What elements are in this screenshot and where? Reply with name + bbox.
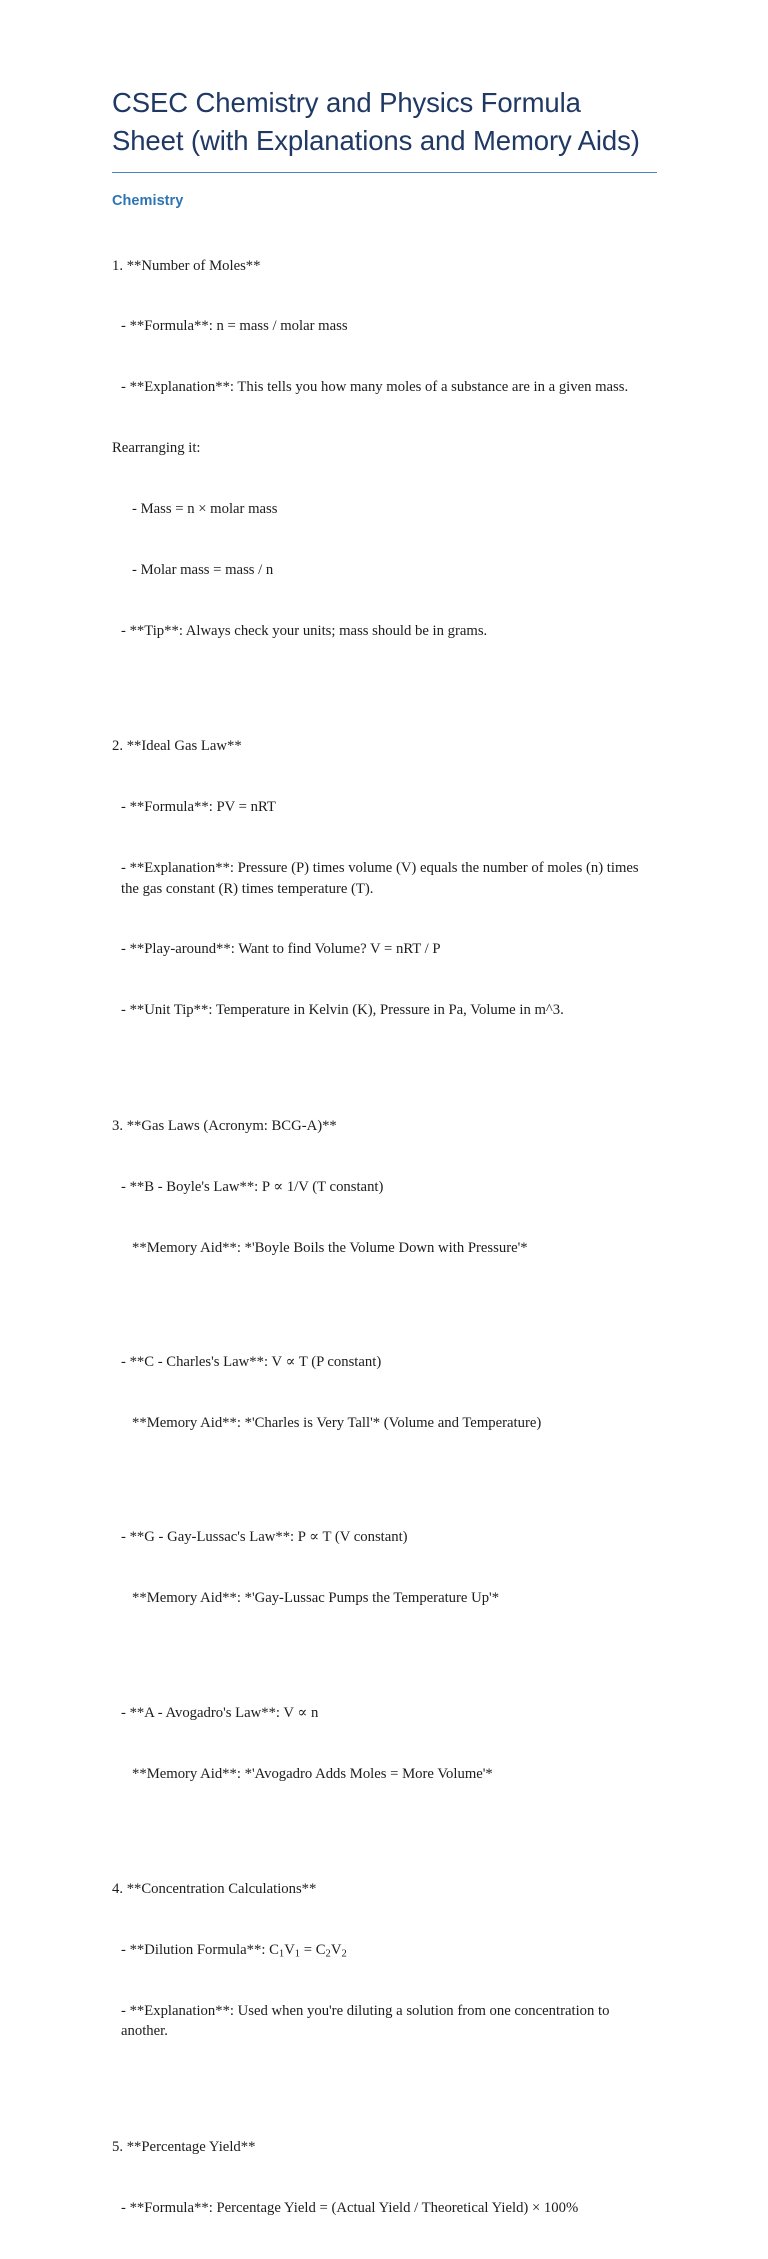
dilution-sub-3: 2 <box>325 1948 331 1960</box>
moles-formula: - **Formula**: n = mass / molar mass <box>121 318 348 335</box>
boyles-law: - **B - Boyle's Law**: P ∝ 1/V (T constant) <box>121 1178 384 1195</box>
gas-laws-title: 3. **Gas Laws (Acronym: BCG-A)** <box>112 1117 337 1134</box>
charles-law-memory-aid: **Memory Aid**: *'Charles is Very Tall'* (Volume and Temperature) <box>132 1414 542 1431</box>
page-title: CSEC Chemistry and Physics Formula Sheet (with Explanations and Memory Aids) <box>112 87 640 156</box>
ideal-gas-law-explanation: - **Explanation**: Pressure (P) times volume (V) equals the number of moles (n) times the gas constant (R) times temperature (T). <box>121 860 643 897</box>
moles-rearranging-label: Rearranging it: <box>112 440 201 457</box>
dilution-sub-4: 2 <box>341 1948 347 1960</box>
dilution-sub-1: 1 <box>278 1948 285 1960</box>
percentage-yield-title: 5. **Percentage Yield** <box>112 2138 256 2155</box>
gay-lussac-law: - **G - Gay-Lussac's Law**: P ∝ T (V constant) <box>121 1529 408 1546</box>
dilution-sub-2: 1 <box>294 1948 301 1960</box>
percentage-yield-formula: - **Formula**: Percentage Yield = (Actual Yield / Theoretical Yield) × 100% <box>121 2199 579 2216</box>
ideal-gas-law-formula: - **Formula**: PV = nRT <box>121 799 276 816</box>
list-item <box>112 1474 657 1649</box>
boyles-law-memory-aid: **Memory Aid**: *'Boyle Boils the Volume Down with Pressure'* <box>132 1239 528 1256</box>
moles-explanation: - **Explanation**: This tells you how many moles of a substance are in a given mass. <box>121 379 629 396</box>
ideal-gas-law-unit-tip: - **Unit Tip**: Temperature in Kelvin (K), Pressure in Pa, Volume in m^3. <box>121 1002 564 1019</box>
dilution-equals: = C <box>300 1942 326 1959</box>
dilution-v2: V <box>330 1942 342 1959</box>
list-item <box>112 1649 657 1824</box>
concentration-title: 4. **Concentration Calculations** <box>112 1881 317 1898</box>
ideal-gas-law-title: 2. **Ideal Gas Law** <box>112 738 242 755</box>
dilution-v1: V <box>284 1942 295 1959</box>
ideal-gas-law-play-around: - **Play-around**: Want to find Volume? V = nRT / P <box>121 941 441 958</box>
list-item <box>112 1298 657 1473</box>
moles-rearranged-mass: - Mass = n × molar mass <box>132 501 278 518</box>
list-item <box>112 2082 657 2258</box>
avogadro-law: - **A - Avogadro's Law**: V ∝ n <box>121 1704 319 1721</box>
chemistry-content <box>112 211 657 2259</box>
moles-tip: - **Tip**: Always check your units; mass should be in grams. <box>121 622 488 639</box>
list-item <box>112 1825 657 2083</box>
charles-law: - **C - Charles's Law**: V ∝ T (P constant) <box>121 1354 382 1371</box>
concentration-explanation: - **Explanation**: Used when you're diluting a solution from one concentration to another. <box>121 2002 614 2040</box>
moles-rearranged-molar-mass: - Molar mass = mass / n <box>132 562 274 579</box>
list-item <box>112 682 657 1061</box>
dilution-formula <box>112 1940 657 1960</box>
dilution-formula-prefix: - **Dilution Formula**: C <box>121 1942 279 1959</box>
avogadro-law-memory-aid: **Memory Aid**: *'Avogadro Adds Moles = More Volume'* <box>132 1765 493 1782</box>
list-item <box>112 1061 657 1298</box>
list-item <box>112 215 657 682</box>
gay-lussac-law-memory-aid: **Memory Aid**: *'Gay-Lussac Pumps the Temperature Up'* <box>132 1590 500 1607</box>
section-heading-chemistry: Chemistry <box>112 193 184 209</box>
moles-title: 1. **Number of Moles** <box>112 257 261 274</box>
